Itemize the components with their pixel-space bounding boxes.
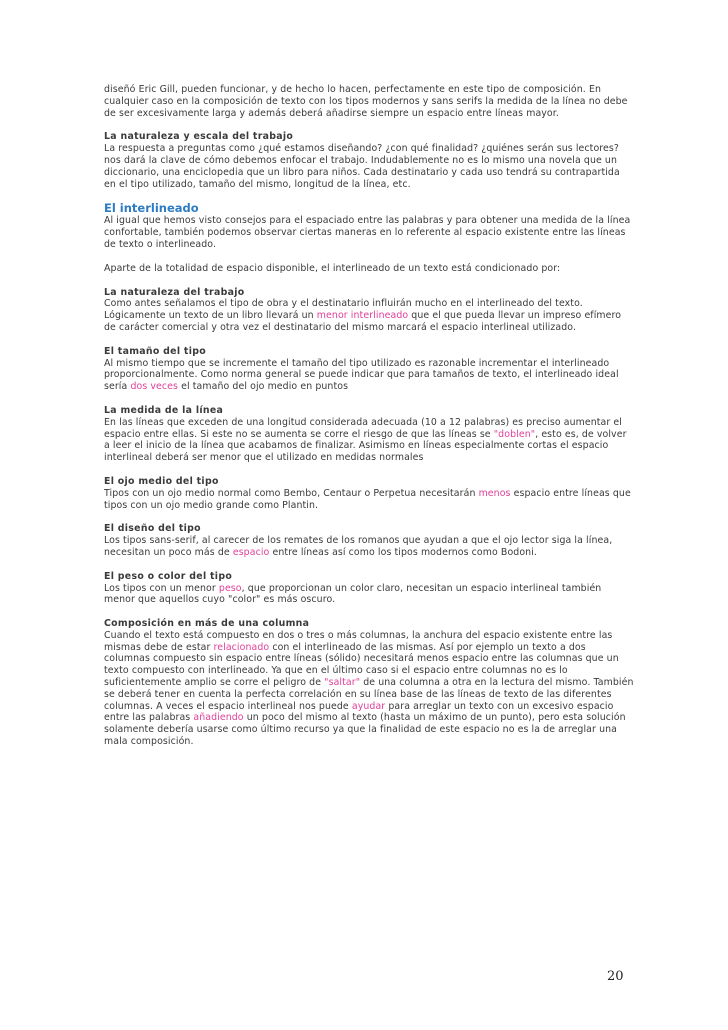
highlight-term: menor interlineado <box>316 310 409 322</box>
text-span: Al igual que hemos visto consejos para el espaciado entre las palabras y para obtener una medida de la línea confortable, también podemos observar ciertas maneras en lo referente al espacio existente entre las líneas de texto o interlineado. <box>104 215 631 250</box>
text-span: con el interlineado de las mismas. Así por ejemplo un texto a dos columnas compuesto sin espacio entre líneas (sólido) necesitará menos espacio entre las columnas que un texto compuesto con interlineado. Ya que en el último caso si el espacio entre columnas no es lo suficientemente amplio se corre el peligro de <box>104 641 619 689</box>
text-aparte <box>104 263 634 275</box>
paragraph-peso-color <box>104 583 634 607</box>
text-span: entre líneas así como los tipos modernos como Bodoni. <box>269 546 537 558</box>
text-span: , que proporcionan un color claro, necesitan un espacio interlineal también menor que aquellos cuyo "color" es más oscuro. <box>104 582 602 606</box>
paragraph-naturaleza-trabajo <box>104 298 634 333</box>
section-diseno-tipo <box>104 523 634 558</box>
intro-text <box>104 84 634 119</box>
text-span: Cuando el texto está compuesto en dos o tres o más columnas, la anchura del espacio existente entre las mismas debe de estar <box>104 629 613 653</box>
heading-tamano-tipo: El tamaño del tipo <box>104 345 206 357</box>
paragraph-aparte <box>104 263 634 275</box>
highlight-term: menos <box>478 487 511 499</box>
text-span: Los tipos con un menor <box>104 582 219 594</box>
highlight-term: añadiendo <box>193 712 244 724</box>
heading-naturaleza-trabajo: La naturaleza del trabajo <box>104 286 245 298</box>
text-span: para arreglar un texto con un excesivo espacio entre las palabras <box>104 700 614 724</box>
heading-ojo-medio: El ojo medio del tipo <box>104 475 219 487</box>
heading-medida-linea: La medida de la línea <box>104 404 224 416</box>
section-interlineado <box>104 202 634 250</box>
section-composicion-columnas <box>104 618 634 748</box>
text-span: Aparte de la totalidad de espacio disponible, el interlineado de un texto está condicionado por: <box>104 262 561 274</box>
paragraph-medida-linea <box>104 417 634 464</box>
heading-diseno-tipo: El diseño del tipo <box>104 523 201 535</box>
section-naturaleza-escala <box>104 131 634 190</box>
intro-paragraph <box>104 84 634 119</box>
text-span: que el que pueda llevar un impreso efímero de carácter comercial y otra vez el destinatario del mismo marcará el espacio interlineal utilizado. <box>104 310 622 333</box>
text-span: de una columna a otra en la lectura del mismo. También se deberá tener en cuenta la perfecta correlación en su línea base de las líneas de texto de las diferentes columnas. A veces el espacio interlineal nos puede <box>104 677 634 712</box>
heading-composicion-columnas: Composición en más de una columna <box>104 618 310 630</box>
paragraph-ojo-medio <box>104 488 634 512</box>
heading-naturaleza-escala: La naturaleza y escala del trabajo <box>104 131 294 143</box>
text-span: La respuesta a preguntas como ¿qué estamos diseñando? ¿con qué finalidad? ¿quiénes serán sus lectores? nos dará la clave de cómo debemos enfocar el trabajo. Indudablemente no es lo mismo una novela que un diccionario, una enciclopedia que un libro para niños. Cada destinatario y cada uso tendrá su contrapartida en el tipo utilizado, tamaño del mismo, longitud de la línea, etc. <box>104 143 620 190</box>
highlight-term: "saltar" <box>324 677 361 689</box>
text-span: Los tipos sans-serif, al carecer de los remates de los romanos que ayudan a que el ojo lector siga la línea, necesitan un poco más de <box>104 535 613 558</box>
highlight-term: espacio <box>232 546 270 558</box>
section-tamano-tipo <box>104 346 634 393</box>
text-span: En las líneas que exceden de una longitud considerada adecuada (10 a 12 palabras) es preciso aumentar el espacio entre ellas. Si este no se aumenta se corre el riesgo de que las líneas se <box>104 416 622 440</box>
highlight-term: "doblen" <box>493 428 536 440</box>
paragraph-composicion-columnas <box>104 630 634 748</box>
section-title-interlineado: El interlineado <box>104 201 199 216</box>
text-span: el tamaño del ojo medio en puntos <box>178 381 349 393</box>
section-medida-linea <box>104 405 634 464</box>
page-content <box>104 84 634 760</box>
highlight-term: relacionado <box>213 641 270 653</box>
text-span: Como antes señalamos el tipo de obra y el destinatario influirán mucho en el interlineado del texto. Lógicamente un texto de un libro llevará un <box>104 298 583 322</box>
text-span: espacio entre líneas que tipos con un ojo medio grande como Plantin. <box>104 487 631 511</box>
paragraph-diseno-tipo <box>104 535 634 559</box>
heading-peso-color: El peso o color del tipo <box>104 570 233 582</box>
highlight-term: dos veces <box>130 381 179 393</box>
section-naturaleza-trabajo <box>104 287 634 334</box>
text-span: Tipos con un ojo medio normal como Bembo, Centaur o Perpetua necesitarán <box>104 487 479 499</box>
highlight-term: ayudar <box>351 700 386 712</box>
section-ojo-medio <box>104 476 634 511</box>
page-number: 20 <box>607 969 624 984</box>
paragraph-interlineado <box>104 215 634 250</box>
paragraph-tamano-tipo <box>104 358 634 393</box>
paragraph-naturaleza-escala <box>104 143 634 190</box>
highlight-term: peso <box>218 582 242 594</box>
text-span: un poco del mismo al texto (hasta un máximo de un punto), pero esta solución solamente debería usarse como último recurso ya que la finalidad de este espacio no es la de arreglar una mala composición. <box>104 712 626 748</box>
text-span: , esto es, de volver a leer el inicio de la línea que acabamos de finalizar. Asimismo en líneas especialmente cortas el espacio interlineal deberá ser menor que el utilizado en medidas normales <box>104 428 627 464</box>
text-span: Al mismo tiempo que se incremente el tamaño del tipo utilizado es razonable incrementar el interlineado proporcionalmente. Como norma general se puede indicar que para tamaños de texto, el interlineado ideal sería <box>104 357 619 393</box>
section-peso-color <box>104 571 634 606</box>
intro-text-span: diseñó Eric Gill, pueden funcionar, y de hecho lo hacen, perfectamente en este tipo de composición. En cualquier caso en la composición de texto con los tipos modernos y sans serifs la medida de la línea no debe de ser excesivamente larga y además deberá añadirse siempre un espacio entre líneas mayor. <box>104 84 628 119</box>
